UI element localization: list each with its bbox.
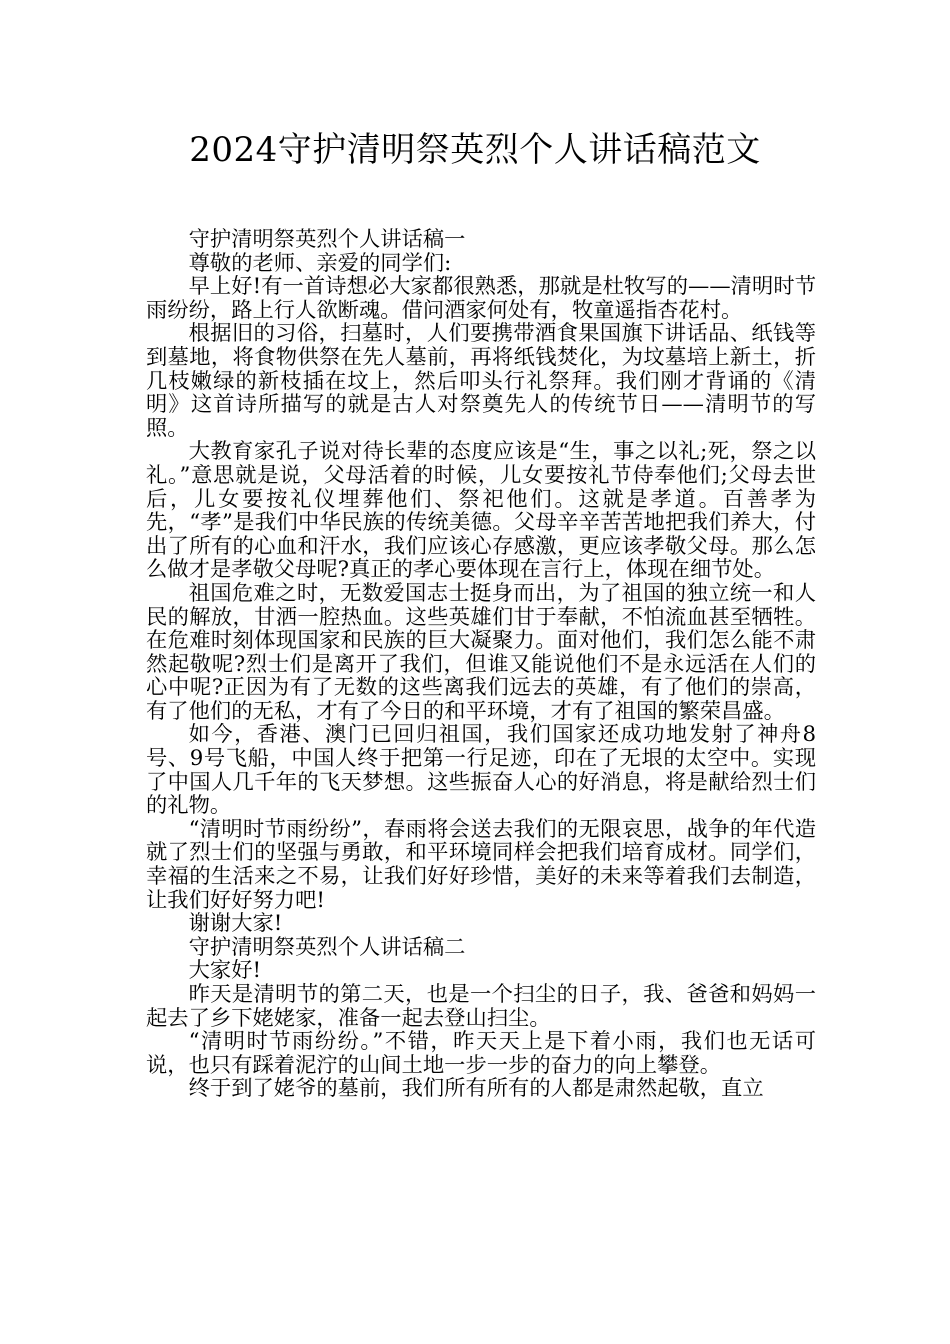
paragraph: 根据旧的习俗，扫墓时，人们要携带酒食果国旗下讲话品、纸钱等到墓地，将食物供祭在先人墓前，再将纸钱焚化，为坟墓培上新土，折几枝嫩绿的新枝插在坟上，然后叩头行礼祭拜。我们刚才背诵的《清明》这首诗所描写的就是古人对祭奠先人的传统节日——清明节的写照。: [146, 321, 816, 441]
section-heading-2: 守护清明祭英烈个人讲话稿二: [188, 934, 466, 960]
paragraph: “清明时节雨纷纷。”不错，昨天天上是下着小雨，我们也无话可说，也只有踩着泥泞的山间土地一步一步的奋力的向上攀登。: [146, 1029, 816, 1078]
paragraph: 早上好!有一首诗想必大家都很熟悉，那就是杜牧写的——清明时节雨纷纷，路上行人欲断魂。借问酒家何处有，牧童遥指杏花村。: [146, 274, 816, 323]
salutation: 尊敬的老师、亲爱的同学们:: [188, 250, 452, 276]
paragraph: “清明时节雨纷纷”，春雨将会送去我们的无限哀思，战争的年代造就了烈士们的坚强与勇敢，和平环境同样会把我们培育成材。同学们，幸福的生活来之不易，让我们好好珍惜，美好的未来等着我们去制造，让我们好好努力吧!: [146, 816, 816, 913]
greeting: 大家好!: [188, 958, 262, 984]
paragraph: 祖国危难之时，无数爱国志士挺身而出，为了祖国的独立统一和人民的解放，甘洒一腔热血。这些英雄们甘于奉献，不怕流血甚至牺牲。在危难时刻体现国家和民族的巨大凝聚力。面对他们，我们怎么能不肃然起敬呢?烈士们是离开了我们，但谁又能说他们不是永远活在人们的心中呢?正因为有了无数的这些离我们远去的英雄，有了他们的崇高，有了他们的无私，才有了今日的和平环境，才有了祖国的繁荣昌盛。: [146, 580, 816, 724]
closing-thanks: 谢谢大家!: [188, 911, 283, 937]
paragraph: 终于到了姥爷的墓前，我们所有所有的人都是肃然起敬，直立: [188, 1076, 764, 1102]
paragraph: 如今，香港、澳门已回归祖国，我们国家还成功地发射了神舟8号、9号飞船，中国人终于把第一行足迹，印在了无垠的太空中。实现了中国人几千年的飞天梦想。这些振奋人心的好消息，将是献给烈士们的礼物。: [146, 722, 816, 819]
paragraph: 昨天是清明节的第二天，也是一个扫尘的日子，我、爸爸和妈妈一起去了乡下姥姥家，准备一起去登山扫尘。: [146, 982, 816, 1031]
document-title: 2024守护清明祭英烈个人讲话稿范文: [189, 130, 761, 170]
document-body: [146, 228, 816, 1101]
section-heading-1: 守护清明祭英烈个人讲话稿一: [188, 227, 466, 252]
paragraph: 大教育家孔子说对待长辈的态度应该是“生，事之以礼;死，祭之以礼。”意思就是说，父母活着的时候，儿女要按礼节侍奉他们;父母去世后，儿女要按礼仪埋葬他们、祭祀他们。这就是孝道。百善孝为先，“孝”是我们中华民族的传统美德。父母辛辛苦苦地把我们养大，付出了所有的心血和汗水，我们应该心存感激，更应该孝敬父母。那么怎么做才是孝敬父母呢?真正的孝心要体现在言行上，体现在细节处。: [146, 439, 816, 583]
